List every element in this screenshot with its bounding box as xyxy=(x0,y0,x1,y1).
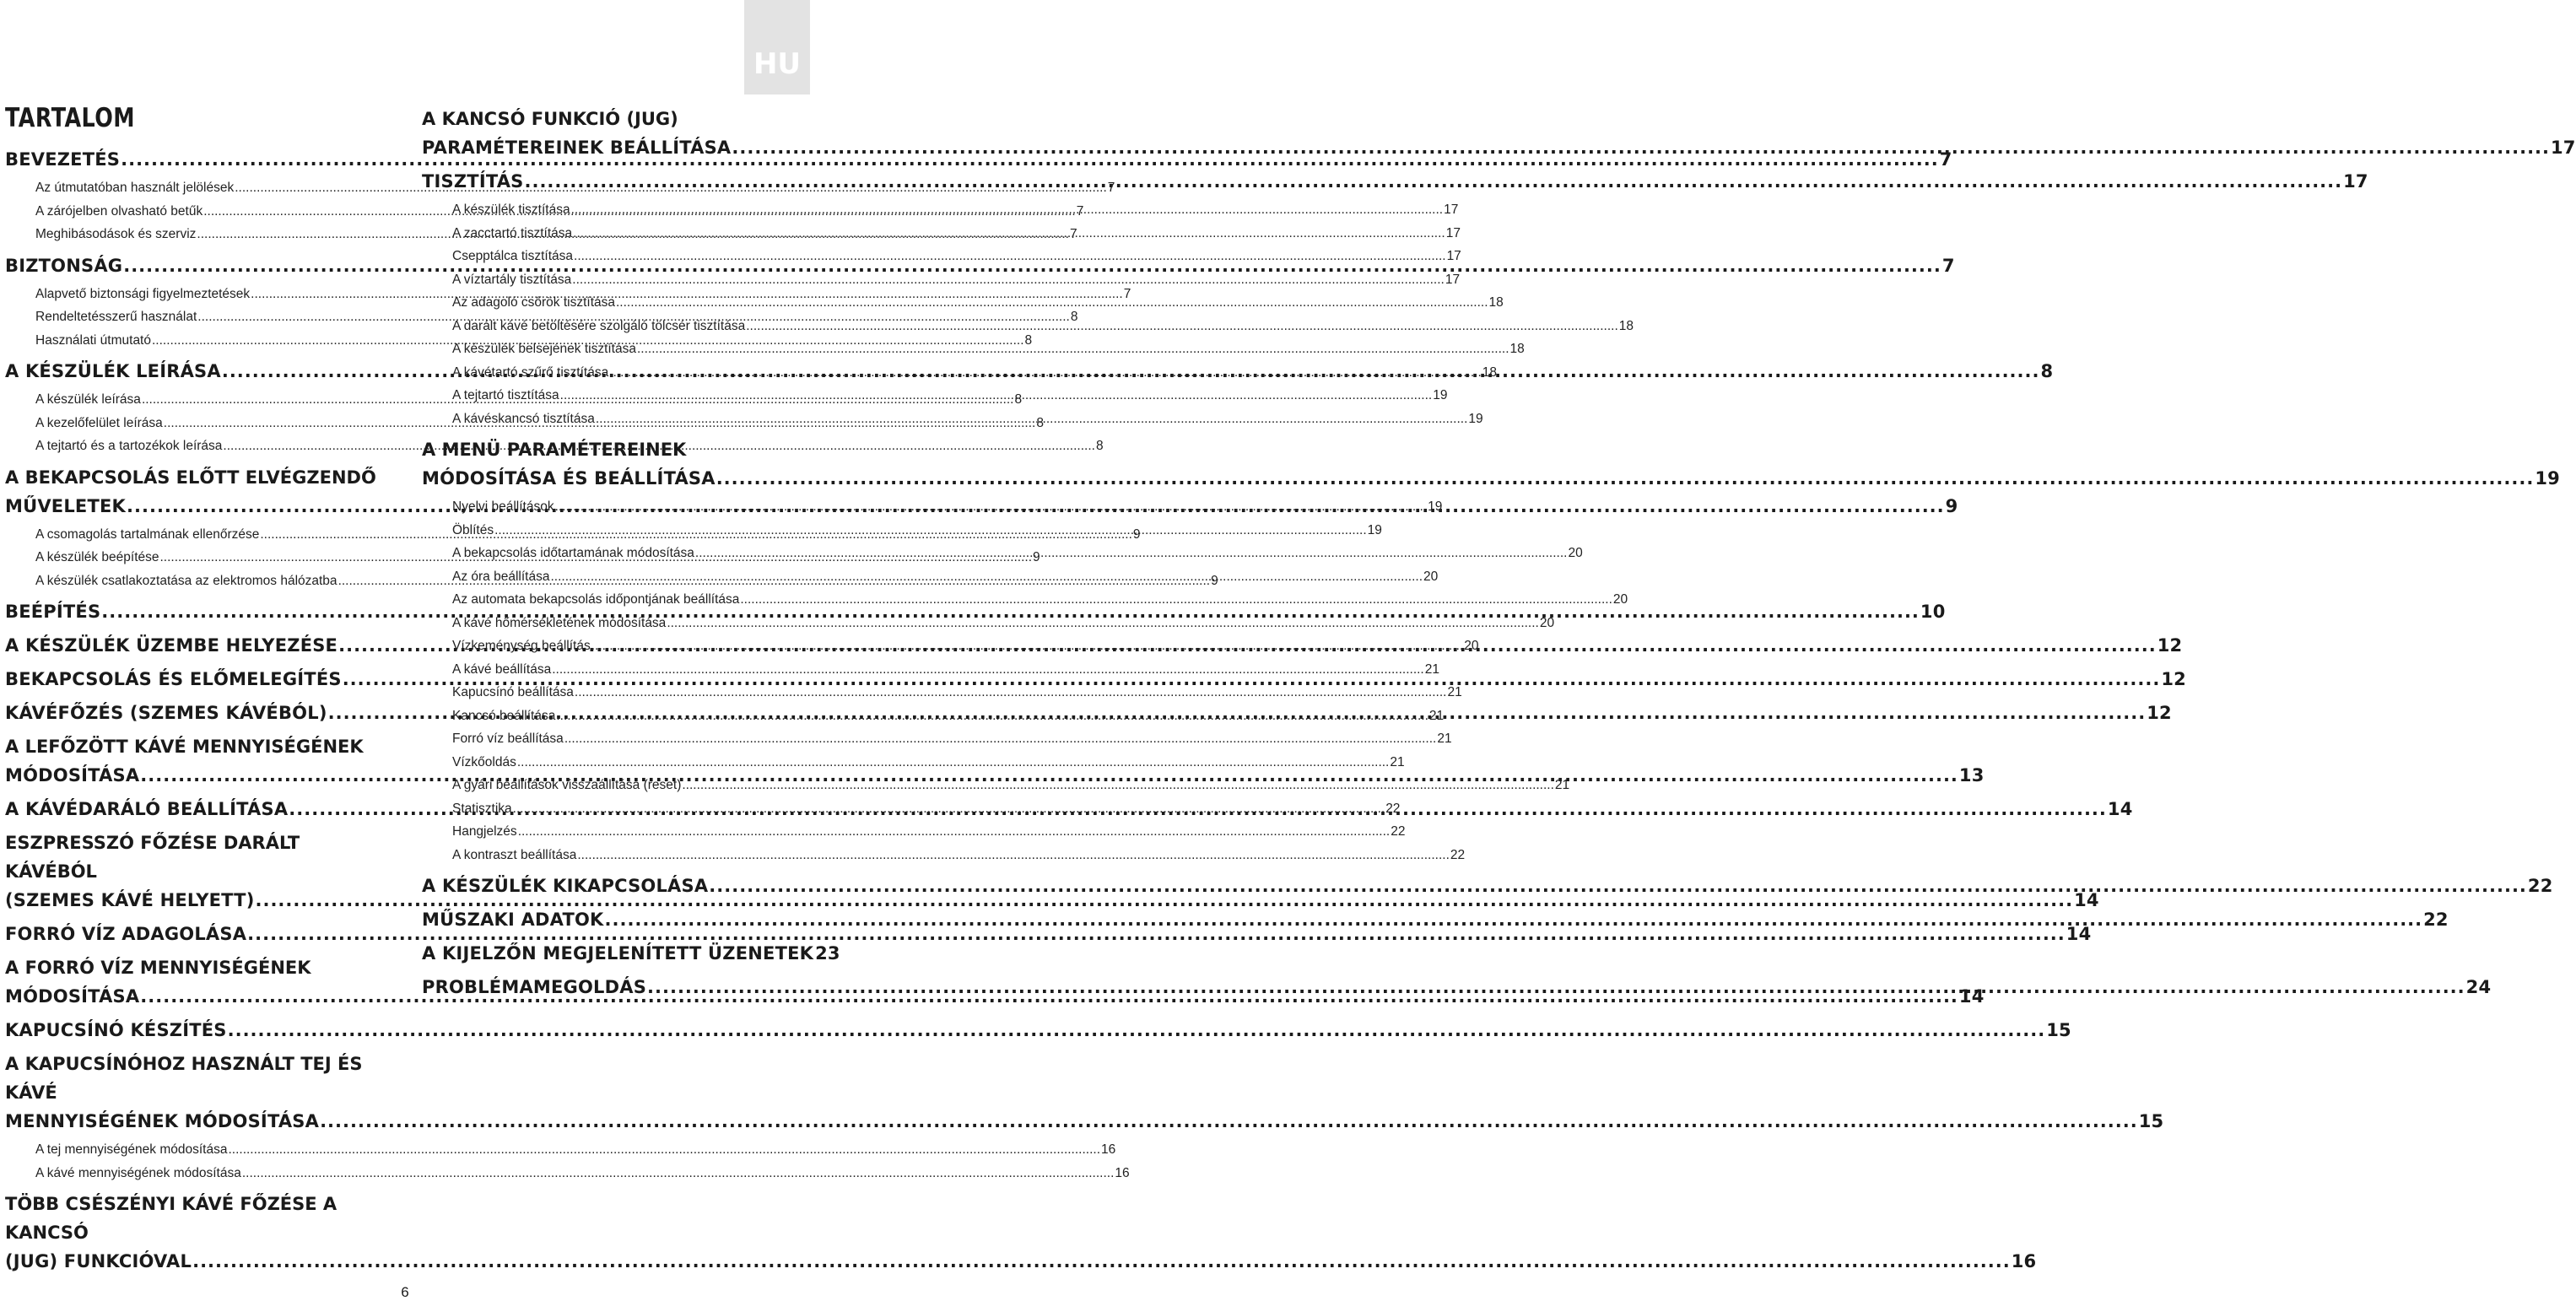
toc-entry-label: Az adagoló csőrök tisztítása xyxy=(452,295,615,310)
toc-entry-label: BEÉPÍTÉS xyxy=(5,602,101,622)
dot-leader xyxy=(571,198,1444,222)
toc-page-number: 8 xyxy=(2040,361,2054,381)
toc-page-number: 21 xyxy=(1390,754,1405,769)
toc-subentry[interactable] xyxy=(422,337,1525,361)
toc-page-number: 13 xyxy=(1958,765,1985,785)
toc-subentry[interactable] xyxy=(422,844,1466,867)
toc-section-entry[interactable] xyxy=(422,167,2368,196)
toc-entry-label: MÓDOSÍTÁSA xyxy=(5,986,140,1007)
toc-entry-label: BEVEZETÉS xyxy=(5,149,121,170)
toc-page-number: 20 xyxy=(1539,615,1555,630)
toc-entry-label: A KIJELZŐN MEGJELENÍTETT ÜZENETEK xyxy=(422,943,814,964)
dot-leader xyxy=(574,245,1446,268)
toc-entry-label: Kapucsínó beállítása xyxy=(452,685,574,699)
toc-entry-label: (JUG) FUNKCIÓVAL xyxy=(5,1251,192,1271)
toc-entry-label: TISZTÍTÁS xyxy=(422,171,524,192)
toc-page-number: 17 xyxy=(2551,138,2576,158)
toc-entry-label: A kávé beállítása xyxy=(452,661,552,677)
dot-leader xyxy=(550,565,1423,589)
dot-leader xyxy=(560,384,1433,408)
toc-page-number: 20 xyxy=(1464,639,1479,653)
toc-subentry[interactable] xyxy=(422,315,1634,338)
toc-entry-label: Hangjelzés xyxy=(452,824,517,839)
toc-subentry[interactable] xyxy=(422,565,1439,589)
dot-leader xyxy=(732,133,2550,162)
toc-page-number: 7 xyxy=(1939,149,1952,170)
toc-section-title-line: A KAPUCSÍNÓHOZ HASZNÁLT TEJ ÉS KÁVÉ xyxy=(5,1054,363,1103)
toc-subentry[interactable] xyxy=(422,542,1583,565)
toc-page-number: 19 xyxy=(1428,499,1443,514)
toc-page-number: 14 xyxy=(1958,986,1985,1007)
toc-page-number: 20 xyxy=(1568,546,1583,560)
toc-page-number: 15 xyxy=(2138,1111,2164,1131)
toc-entry-label: A víztartály tisztítása xyxy=(452,272,572,287)
toc-entry-label: MÓDOSÍTÁSA xyxy=(5,765,140,785)
toc-entry-label: A csomagolás tartalmának ellenőrzése xyxy=(35,526,260,542)
dot-leader xyxy=(605,905,2423,934)
toc-entry-label: Meghibásodások és szerviz xyxy=(35,227,197,241)
toc-section-entry[interactable] xyxy=(422,133,2576,162)
toc-page-number: 7 xyxy=(1069,227,1077,241)
dot-leader xyxy=(573,222,1445,246)
toc-entry-label: MENNYISÉGÉNEK MÓDOSÍTÁSA xyxy=(5,1111,320,1131)
toc-page-number: 7 xyxy=(1107,181,1115,195)
toc-section-title-line: A BEKAPCSOLÁS ELŐTT ELVÉGZENDŐ xyxy=(5,467,376,488)
toc-section-entry[interactable] xyxy=(422,464,2560,493)
toc-page-number: 8 xyxy=(1095,439,1104,453)
dot-leader xyxy=(228,1138,1100,1162)
toc-page-number: 21 xyxy=(1447,685,1462,699)
toc-entry-label: A kávétartó szűrő tisztítása xyxy=(452,364,609,380)
toc-subentry[interactable] xyxy=(422,384,1448,408)
toc-entry-label: MŰVELETEK xyxy=(5,495,127,516)
toc-page-number: 21 xyxy=(1428,708,1445,723)
toc-page-number: 12 xyxy=(2147,703,2172,723)
toc-subentry[interactable] xyxy=(422,681,1462,704)
dot-leader xyxy=(564,727,1437,751)
toc-entry-label: A tej mennyiségének módosítása xyxy=(35,1142,228,1157)
toc-entry-label: BIZTONSÁG xyxy=(5,255,123,276)
toc-subentry[interactable] xyxy=(422,704,1445,728)
toc-section-title-line: TÖBB CSÉSZÉNYI KÁVÉ FŐZÉSE A KANCSÓ xyxy=(5,1194,338,1243)
toc-entry-label: A készülék belsejének tisztítása xyxy=(452,342,636,356)
toc-entry-label: A darált kávé betöltésére szolgáló tölcsér tisztítása xyxy=(452,318,746,333)
toc-page-number: 23 xyxy=(815,943,840,964)
toc-entry-label: A KÁVÉDARÁLÓ BEÁLLÍTÁSA xyxy=(5,799,289,819)
toc-entry-label: Öblítés xyxy=(452,522,494,537)
toc-page-number: 17 xyxy=(2343,171,2368,192)
dot-leader xyxy=(716,464,2535,493)
toc-page-number: 17 xyxy=(1444,202,1459,217)
toc-page-number: 18 xyxy=(1618,318,1634,333)
toc-page-number: 24 xyxy=(2465,977,2492,997)
dot-leader xyxy=(513,797,1385,821)
dot-leader xyxy=(591,634,1464,658)
toc-entry-label: PROBLÉMAMEGOLDÁS xyxy=(422,977,647,997)
toc-entry-label: A bekapcsolás időtartamának módosítása xyxy=(452,546,694,560)
toc-page-number: 8 xyxy=(1024,332,1033,348)
toc-entry-label: A készülék beépítése xyxy=(35,550,159,564)
toc-section-title-line: A MENÜ PARAMÉTEREINEK xyxy=(422,440,687,460)
toc-entry-label: BEKAPCSOLÁS ÉS ELŐMELEGÍTÉS xyxy=(5,669,342,689)
toc-page-number: 22 xyxy=(1391,824,1406,839)
toc-subentry[interactable] xyxy=(422,588,1628,612)
toc-entry-label: Vízkeménység beállítás xyxy=(452,639,591,653)
dot-leader xyxy=(572,268,1445,292)
toc-section-title-line: A KANCSÓ FUNKCIÓ (JUG) xyxy=(422,109,678,129)
toc-subentry[interactable] xyxy=(422,245,1461,268)
toc-section-entry[interactable] xyxy=(5,1247,2037,1276)
toc-entry-label: Kancsó beállítása xyxy=(452,708,556,723)
toc-entry-label: A tejtartó tisztítása xyxy=(452,388,559,402)
toc-page-number: 20 xyxy=(1612,592,1628,607)
dot-leader xyxy=(320,1107,2138,1136)
toc-page-number: 17 xyxy=(1445,272,1461,287)
toc-subentry[interactable] xyxy=(422,291,1504,315)
toc-subentry[interactable] xyxy=(422,495,1443,519)
dot-leader xyxy=(494,519,1367,543)
toc-subentry[interactable] xyxy=(422,519,1382,543)
toc-section-title-line: ESZPRESSZÓ FŐZÉSE DARÁLT KÁVÉBÓL xyxy=(5,833,300,882)
toc-page-number: 7 xyxy=(1123,286,1131,301)
toc-entry-label: KAPUCSÍNÓ KÉSZÍTÉS xyxy=(5,1020,227,1040)
toc-entry-label: A zárójelben olvasható betűk xyxy=(35,203,203,219)
dot-leader xyxy=(740,588,1612,612)
toc-page-number: 17 xyxy=(1445,225,1461,240)
dot-leader xyxy=(517,751,1390,775)
dot-leader xyxy=(228,1016,2046,1045)
dot-leader xyxy=(575,681,1447,704)
toc-page-number: 14 xyxy=(2107,799,2133,819)
toc-page-number: 8 xyxy=(1036,415,1044,430)
toc-page-number: 16 xyxy=(2011,1251,2037,1271)
toc-page-number: 22 xyxy=(1450,847,1466,862)
toc-page-number: 18 xyxy=(1509,342,1525,356)
toc-subentry[interactable] xyxy=(422,634,1479,658)
toc-page-number: 14 xyxy=(2074,890,2099,910)
toc-entry-label: Forró víz beállítása xyxy=(452,731,564,746)
dot-leader xyxy=(709,872,2527,900)
toc-page-number: 9 xyxy=(1033,550,1040,564)
toc-entry-label: A készülék csatlakoztatása az elektromos hálózatba xyxy=(35,573,338,588)
toc-entry-label: A KÉSZÜLÉK LEÍRÁSA xyxy=(5,361,221,381)
toc-subentry[interactable] xyxy=(422,797,1401,821)
toc-page-number: 22 xyxy=(2423,910,2449,930)
toc-page-number: 21 xyxy=(1437,731,1452,746)
toc-entry-label: Alapvető biztonsági figyelmeztetések xyxy=(35,286,251,301)
toc-page-number: 14 xyxy=(2066,924,2092,944)
toc-entry-label: Az útmutatóban használt jelölések xyxy=(35,181,235,195)
toc-entry-label: A gyári beállítások visszaállítása (reset) xyxy=(452,778,682,792)
toc-page-number: 19 xyxy=(2535,468,2560,489)
toc-page-number: 9 xyxy=(1211,573,1218,588)
toc-page-number: 9 xyxy=(1945,495,1958,516)
language-tab: HU xyxy=(744,0,810,94)
toc-entry-label: A tejtartó és a tartozékok leírása xyxy=(35,439,223,453)
toc-page-number: 18 xyxy=(1482,364,1498,380)
toc-subentry[interactable] xyxy=(5,1138,1116,1162)
toc-subentry[interactable] xyxy=(422,612,1555,635)
toc-page-number: 20 xyxy=(1423,569,1439,584)
toc-subentry[interactable] xyxy=(422,751,1405,775)
toc-entry-label: FORRÓ VÍZ ADAGOLÁSA xyxy=(5,924,247,944)
page-title: TARTALOM xyxy=(5,103,135,133)
dot-leader xyxy=(616,291,1488,315)
toc-subentry[interactable] xyxy=(5,1162,1130,1185)
toc-entry-label: MŰSZAKI ADATOK xyxy=(422,910,604,930)
dot-leader xyxy=(242,1162,1115,1185)
toc-entry-label: A készülék leírása xyxy=(35,392,141,407)
toc-subentry[interactable] xyxy=(422,222,1461,246)
dot-leader xyxy=(695,542,1568,565)
toc-subentry[interactable] xyxy=(422,774,1570,797)
toc-page-number: 18 xyxy=(1488,295,1504,310)
toc-section-title-line: A LEFŐZÖTT KÁVÉ MENNYISÉGÉNEK xyxy=(5,737,364,757)
toc-page-number: 7 xyxy=(1941,255,1955,276)
dot-leader xyxy=(596,408,1468,431)
dot-leader xyxy=(746,315,1618,338)
toc-section-title-line: A FORRÓ VÍZ MENNYISÉGÉNEK xyxy=(5,958,311,978)
toc-page-number: 19 xyxy=(1468,411,1483,426)
toc-subentry[interactable] xyxy=(422,408,1483,431)
toc-page-number: 8 xyxy=(1070,310,1078,324)
toc-page-number: 21 xyxy=(1424,661,1439,677)
toc-entry-label: A kávé mennyiségének módosítása xyxy=(35,1165,241,1180)
toc-page-number: 22 xyxy=(2527,876,2553,896)
toc-page-number: 12 xyxy=(2157,635,2183,656)
toc-entry-label: A zacctartó tisztítása xyxy=(452,225,573,240)
dot-leader xyxy=(525,167,2343,196)
dot-leader xyxy=(556,704,1428,728)
toc-entry-label: A kezelőfelület leírása xyxy=(35,415,163,430)
toc-page-number: 16 xyxy=(1101,1142,1116,1157)
toc-entry-label: Csepptálca tisztítása xyxy=(452,249,574,263)
toc-page-number: 10 xyxy=(1920,602,1946,622)
toc-page-number: 15 xyxy=(2046,1020,2071,1040)
toc-entry-label: A készülék tisztítása xyxy=(452,202,570,217)
dot-leader xyxy=(518,820,1391,844)
toc-subentry[interactable] xyxy=(422,268,1461,292)
toc-page-number: 19 xyxy=(1433,388,1448,402)
toc-entry-label: PARAMÉTEREINEK BEÁLLÍTÁSA xyxy=(422,138,732,158)
toc-page-number: 7 xyxy=(1076,203,1084,219)
toc-entry-label: A kávéskancsó tisztítása xyxy=(452,411,595,426)
toc-entry-label: A kávé hőmérsékletének módosítása xyxy=(452,615,667,630)
toc-section-entry[interactable] xyxy=(422,939,840,968)
toc-page-number: 8 xyxy=(1014,392,1023,407)
toc-entry-label: Az óra beállítása xyxy=(452,569,550,584)
dot-leader xyxy=(682,774,1554,797)
toc-entry-label: A KÉSZÜLÉK KIKAPCSOLÁSA xyxy=(422,876,709,896)
toc-page-number: 12 xyxy=(2161,669,2186,689)
dot-leader xyxy=(609,361,1482,385)
dot-leader xyxy=(552,658,1424,682)
toc-subentry[interactable] xyxy=(422,198,1459,222)
toc-entry-label: Az automata bekapcsolás időpontjának beállítása xyxy=(452,592,740,607)
toc-section-entry[interactable] xyxy=(5,1107,2164,1136)
toc-page-number: 22 xyxy=(1385,801,1401,816)
toc-page-number: 9 xyxy=(1132,526,1141,542)
toc-page-number: 16 xyxy=(1115,1165,1130,1180)
toc-entry-label: A KÉSZÜLÉK ÜZEMBE HELYEZÉSE xyxy=(5,635,338,656)
toc-entry-label: Nyelvi beállítások xyxy=(452,499,554,514)
toc-page-number: 19 xyxy=(1367,522,1382,537)
dot-leader xyxy=(667,612,1539,635)
toc-entry-label: A kontraszt beállítása xyxy=(452,847,577,862)
toc-entry-label: MÓDOSÍTÁSA ÉS BEÁLLÍTÁSA xyxy=(422,468,716,489)
toc-subentry[interactable] xyxy=(422,727,1452,751)
toc-subentry[interactable] xyxy=(422,361,1498,385)
toc-entry-label: Statisztika xyxy=(452,801,512,816)
toc-entry-label: Rendeltetésszerű használat xyxy=(35,310,197,324)
toc-subentry[interactable] xyxy=(422,658,1439,682)
toc-section-entry[interactable] xyxy=(5,1016,2071,1045)
dot-leader xyxy=(577,844,1450,867)
dot-leader xyxy=(192,1247,2011,1276)
toc-entry-label: (SZEMES KÁVÉ HELYETT) xyxy=(5,890,255,910)
toc-subentry[interactable] xyxy=(422,820,1406,844)
dot-leader xyxy=(647,973,2465,1001)
dot-leader xyxy=(637,337,1509,361)
toc-entry-label: Vízkőoldás xyxy=(452,754,516,769)
toc-entry-label: KÁVÉFŐZÉS (SZEMES KÁVÉBÓL) xyxy=(5,703,327,723)
toc-page-number: 21 xyxy=(1554,778,1570,792)
toc-entry-label: Használati útmutató xyxy=(35,332,151,348)
page-number: 6 xyxy=(401,1284,409,1300)
dot-leader xyxy=(555,495,1428,519)
toc-page-number: 17 xyxy=(1446,249,1461,263)
